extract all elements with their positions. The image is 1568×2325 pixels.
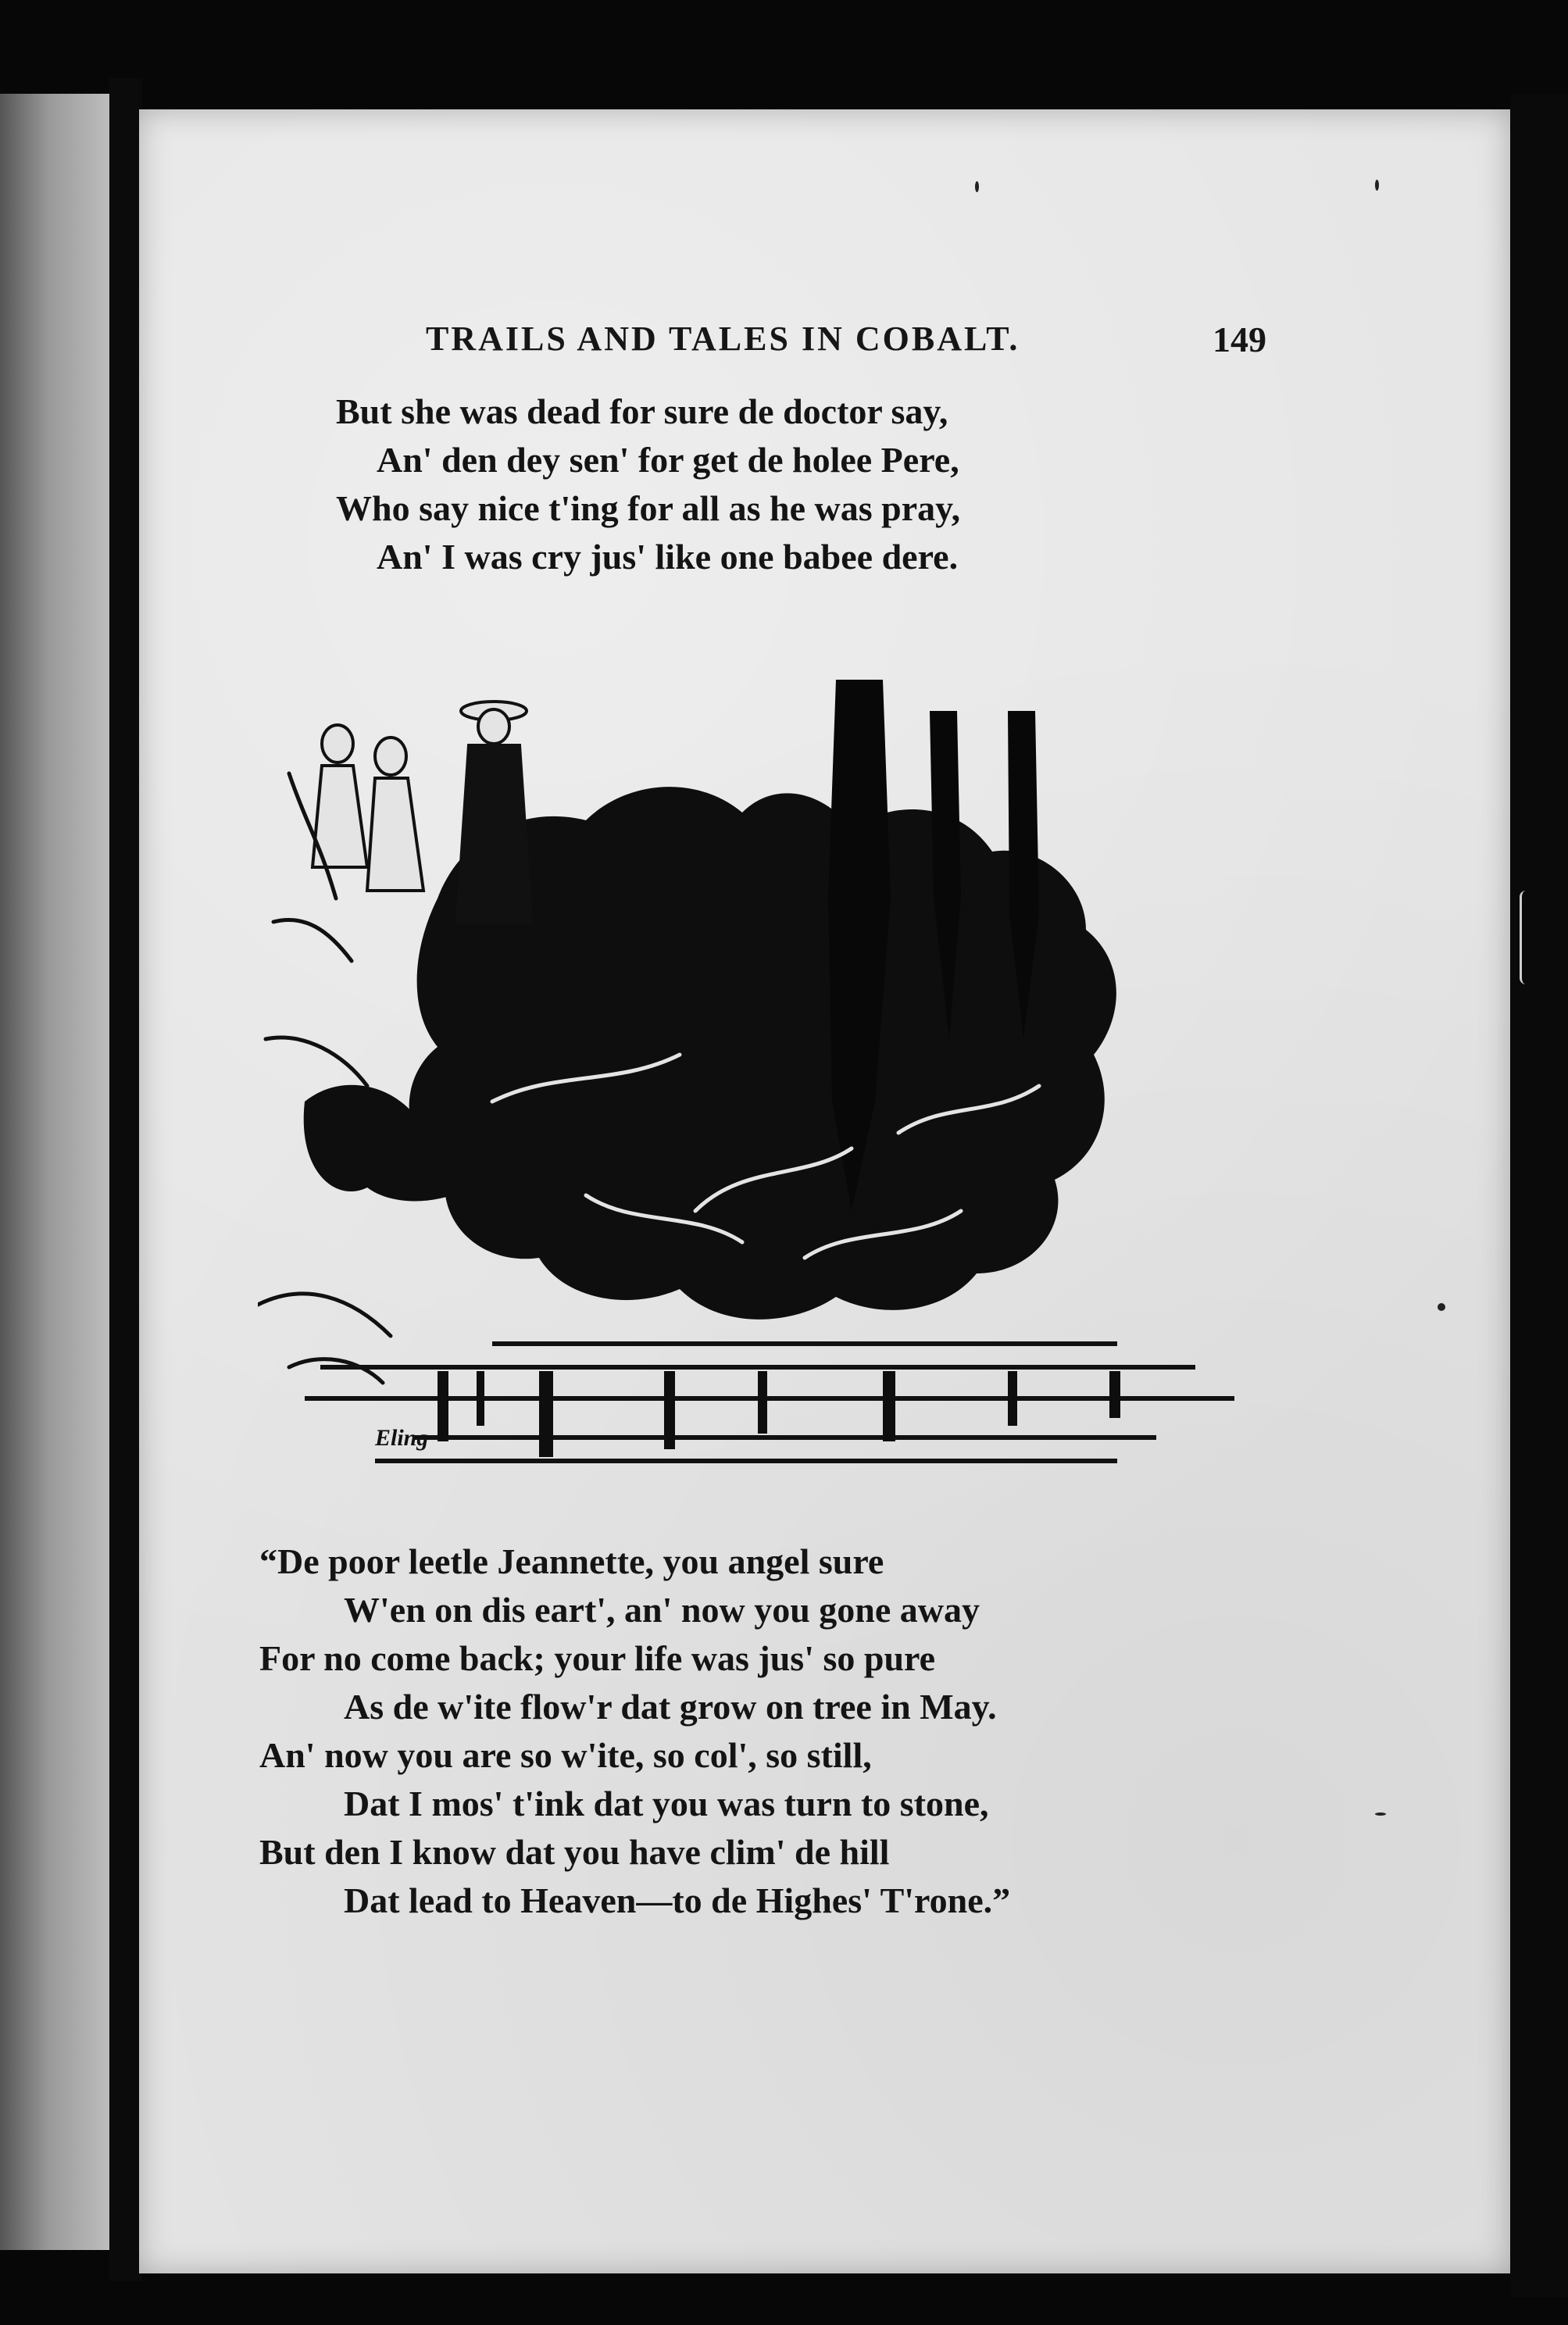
poem-line: Who say nice t'ing for all as he was pray, <box>336 488 961 528</box>
foliage <box>304 787 1116 1320</box>
dust-speck <box>1438 1303 1445 1311</box>
page-number: 149 <box>1213 320 1266 359</box>
dust-speck <box>1375 1812 1386 1816</box>
figures <box>313 702 531 922</box>
artist-signature: Eling <box>375 1425 429 1451</box>
poem-line: But den I know dat you have clim' de hill <box>259 1832 890 1872</box>
poem-line: Dat lead to Heaven—to de Highes' T'rone.” <box>344 1880 1011 1920</box>
facing-page-edge <box>0 94 109 2250</box>
poem-line: For no come back; your life was jus' so pure <box>259 1638 936 1678</box>
poem-line: An' den dey sen' for get de holee Pere, <box>377 440 959 480</box>
running-head: TRAILS AND TALES IN COBALT. <box>426 320 1020 358</box>
page-curl-mark <box>1520 891 1530 984</box>
reflections <box>438 1371 1120 1457</box>
scan-border <box>1510 94 1568 2297</box>
poem-line: W'en on dis eart', an' now you gone away <box>344 1590 980 1630</box>
dust-speck <box>975 181 979 192</box>
poem-line: An' I was cry jus' like one babee dere. <box>377 537 959 577</box>
poem-stanza-1 <box>336 388 960 581</box>
poem-line: But she was dead for sure de doctor say, <box>336 391 948 431</box>
poem-line: As de w'ite flow'r dat grow on tree in May. <box>344 1687 997 1727</box>
poem-line: An' now you are so w'ite, so col', so still, <box>259 1735 872 1775</box>
dust-speck <box>1375 180 1379 191</box>
woodland-illustration <box>258 664 1273 1484</box>
book-gutter <box>109 78 142 2281</box>
poem-line: “De poor leetle Jeannette, you angel sure <box>259 1541 884 1581</box>
poem-stanza-2 <box>259 1538 1010 1925</box>
poem-line: Dat I mos' t'ink dat you was turn to stone, <box>344 1784 989 1823</box>
